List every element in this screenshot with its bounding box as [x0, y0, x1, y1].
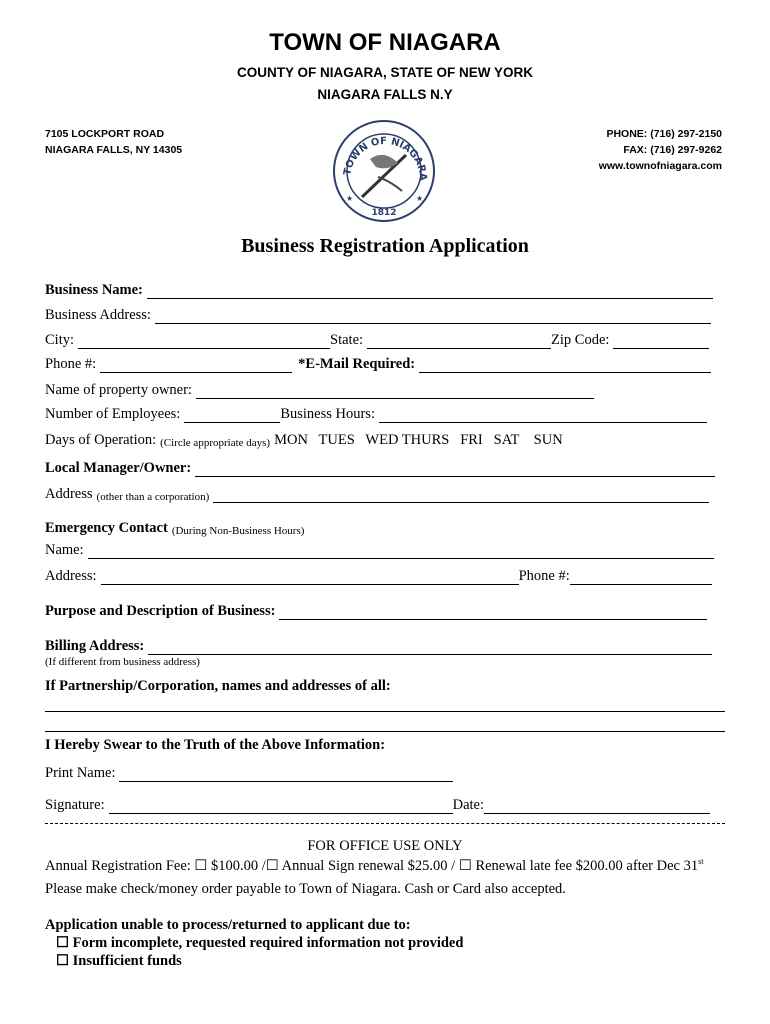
- employees-field[interactable]: [184, 408, 280, 423]
- state-label: State:: [330, 332, 364, 348]
- purpose-row: [45, 603, 707, 620]
- business-name-row: [45, 282, 713, 299]
- manager-field[interactable]: [195, 462, 715, 477]
- signature-field[interactable]: [109, 799, 453, 814]
- purpose-field[interactable]: [279, 605, 707, 620]
- mailing-address: [45, 126, 182, 158]
- zip-label: Zip Code:: [551, 332, 610, 348]
- owner-field[interactable]: [196, 384, 594, 399]
- emergency-note: (During Non-Business Hours): [171, 525, 305, 537]
- manager-address-row: [45, 486, 709, 503]
- billing-field[interactable]: [148, 640, 712, 655]
- svg-text:★: ★: [346, 194, 354, 203]
- business-address-label: Business Address:: [45, 307, 151, 323]
- emergency-name-field[interactable]: [88, 544, 714, 559]
- town-title: TOWN OF NIAGARA: [269, 29, 501, 56]
- svg-text:TOWN OF NIAGARA N.Y.: [332, 119, 428, 181]
- days-row: [45, 432, 563, 449]
- city-field[interactable]: [78, 334, 330, 349]
- partnership-line-1[interactable]: [45, 697, 725, 712]
- signature-label: Signature:: [45, 797, 105, 813]
- emergency-label: Emergency Contact: [45, 520, 168, 536]
- purpose-label: Purpose and Description of Business:: [45, 603, 276, 619]
- business-name-field[interactable]: [147, 284, 713, 299]
- manager-address-note: (other than a corporation): [96, 491, 210, 503]
- billing-row: [45, 638, 712, 655]
- date-field[interactable]: [484, 799, 710, 814]
- date-label: Date:: [452, 797, 485, 813]
- website-url: www.townofniagara.com: [598, 160, 722, 172]
- emergency-address-row: [45, 568, 712, 585]
- print-name-label: Print Name:: [45, 765, 116, 781]
- address-line-2: NIAGARA FALLS, NY 14305: [45, 144, 183, 156]
- seal-text: TOWN OF NIAGARA: [342, 135, 429, 182]
- swear-label: I Hereby Swear to the Truth of the Above Information:: [45, 737, 386, 753]
- unable-heading: Application unable to process/returned to applicant due to:: [45, 917, 411, 933]
- billing-note: (If different from business address): [45, 656, 200, 668]
- city-label: City:: [45, 332, 75, 348]
- phone-number: PHONE: (716) 297-2150: [606, 128, 722, 140]
- office-fees: [45, 857, 703, 875]
- print-name-field[interactable]: [119, 767, 453, 782]
- days-note: (Circle appropriate days): [160, 437, 271, 449]
- seal-year: 1812: [371, 208, 397, 218]
- hours-field[interactable]: [379, 408, 707, 423]
- hours-label: Business Hours:: [280, 406, 375, 422]
- emergency-address-field[interactable]: [101, 570, 519, 585]
- city-state-zip-row: [45, 332, 709, 349]
- emergency-phone-label: Phone #:: [518, 568, 570, 584]
- emergency-name-row: [45, 542, 714, 559]
- owner-row: [45, 382, 594, 399]
- swear-row: [45, 737, 385, 754]
- partnership-row: [45, 678, 391, 695]
- manager-address-field[interactable]: [213, 488, 709, 503]
- emergency-phone-field[interactable]: [570, 570, 712, 585]
- manager-row: [45, 460, 715, 477]
- phone-label: Phone #:: [45, 356, 97, 372]
- town-seal: [332, 119, 436, 223]
- office-fees-text: Annual Registration Fee: ☐ $100.00 /☐ Annual Sign renewal $25.00 / ☐ Renewal late fee $200.00 after Dec 31: [45, 857, 699, 874]
- city-subtitle: NIAGARA FALLS N.Y: [317, 87, 453, 102]
- contact-info: [599, 126, 722, 174]
- emergency-name-label: Name:: [45, 542, 84, 558]
- owner-label: Name of property owner:: [45, 382, 192, 398]
- print-name-row: [45, 765, 453, 782]
- reason-form-incomplete[interactable]: ☐ Form incomplete, requested required information not provided: [56, 935, 464, 951]
- county-subtitle: COUNTY OF NIAGARA, STATE OF NEW YORK: [236, 65, 533, 80]
- partnership-label: If Partnership/Corporation, names and addresses of all:: [45, 678, 391, 694]
- office-heading: FOR OFFICE USE ONLY: [307, 838, 463, 854]
- partnership-line-2[interactable]: [45, 717, 725, 732]
- address-line-1: 7105 LOCKPORT ROAD: [45, 128, 165, 140]
- phone-email-row: [45, 356, 711, 373]
- emergency-address-label: Address:: [45, 568, 97, 584]
- manager-address-label: Address: [45, 486, 93, 502]
- days-label: Days of Operation:: [45, 432, 157, 448]
- office-fees-sup: st: [698, 857, 704, 866]
- fax-number: FAX: (716) 297-9262: [623, 144, 722, 156]
- emergency-heading-row: [45, 520, 304, 537]
- phone-field[interactable]: [100, 358, 292, 373]
- business-name-label: Business Name:: [45, 282, 143, 298]
- business-address-field[interactable]: [155, 309, 711, 324]
- form-title: Business Registration Application: [241, 235, 529, 257]
- employees-hours-row: [45, 406, 707, 423]
- reason-insufficient-funds[interactable]: ☐ Insufficient funds: [56, 953, 182, 969]
- email-label: *E-Mail Required:: [298, 356, 416, 372]
- state-field[interactable]: [367, 334, 551, 349]
- manager-label: Local Manager/Owner:: [45, 460, 192, 476]
- email-field[interactable]: [419, 358, 711, 373]
- svg-text:★: ★: [416, 194, 424, 203]
- billing-label: Billing Address:: [45, 638, 145, 654]
- office-payment: Please make check/money order payable to Town of Niagara. Cash or Card also accepted.: [45, 881, 566, 897]
- signature-row: [45, 797, 710, 814]
- office-divider: [45, 823, 725, 824]
- employees-label: Number of Employees:: [45, 406, 181, 422]
- days-options[interactable]: MON TUES WED THURS FRI SAT SUN: [274, 432, 563, 448]
- business-address-row: [45, 307, 711, 324]
- zip-field[interactable]: [613, 334, 709, 349]
